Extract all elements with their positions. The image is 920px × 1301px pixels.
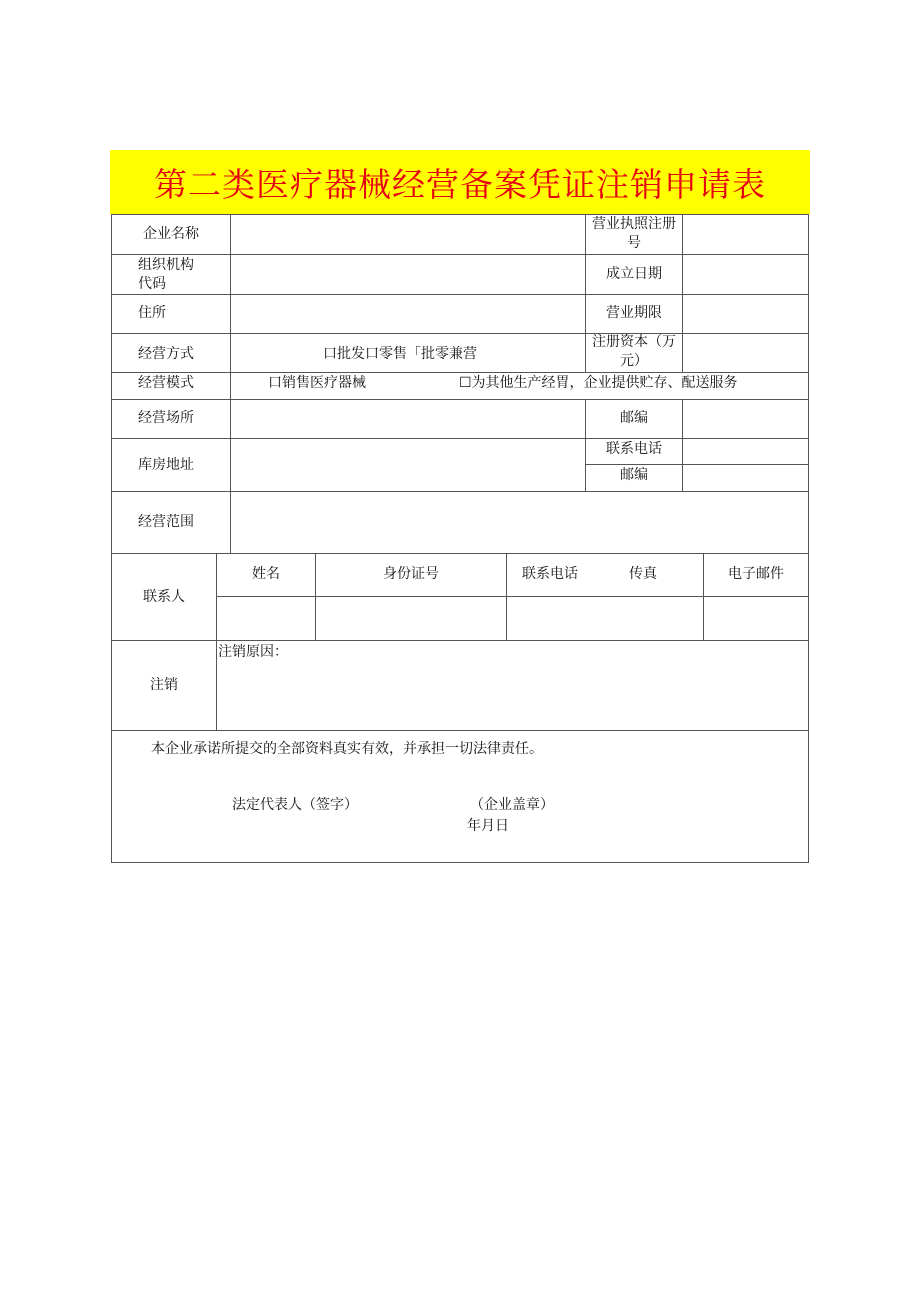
business-method-label: 经营方式: [138, 346, 194, 362]
row-divider: [216, 596, 809, 597]
business-mode-option-sales[interactable]: 口销售医疗器械: [268, 375, 366, 391]
row-divider: [111, 491, 809, 492]
premises-label: 经营场所: [138, 410, 194, 426]
table-border-left: [111, 214, 112, 863]
warehouse-postcode-label: 邮编: [620, 467, 648, 483]
reg-capital-label-line1: 注册资本（万: [592, 334, 676, 350]
column-divider: [682, 214, 683, 372]
column-divider: [230, 214, 231, 399]
established-date-label: 成立日期: [606, 266, 662, 282]
reg-no-label-line1: 营业执照注册: [592, 216, 676, 232]
company-seal: （企业盖章）: [470, 797, 554, 813]
signature-date: 年月日: [467, 818, 509, 834]
row-divider: [111, 333, 809, 334]
org-code-label-line1: 组织机构: [138, 257, 194, 273]
warehouse-address-label: 库房地址: [138, 457, 194, 473]
cancellation-reason-label: 注销原因：: [218, 644, 288, 660]
table-border-bottom: [111, 862, 809, 863]
contact-phone-label: 联系电话: [606, 441, 662, 457]
contact-header-email: 电子邮件: [728, 566, 784, 582]
column-divider: [506, 553, 507, 640]
row-divider: [111, 254, 809, 255]
address-label: 住所: [138, 305, 166, 321]
company-name-label: 企业名称: [143, 226, 199, 242]
column-divider: [682, 399, 683, 491]
row-divider: [111, 730, 809, 731]
business-term-label: 营业期限: [606, 305, 662, 321]
reg-no-label-line2: 号: [627, 235, 641, 251]
contact-header-name: 姓名: [252, 566, 280, 582]
org-code-label-line2: 代码: [138, 276, 166, 292]
row-divider: [111, 438, 809, 439]
postcode-label: 邮编: [620, 410, 648, 426]
contact-person-label: 联系人: [143, 589, 185, 605]
contact-header-fax: 传真: [629, 566, 657, 582]
form-title: 第二类医疗器械经营备案凭证注销申请表: [110, 150, 810, 214]
contact-header-phone: 联系电话: [522, 566, 578, 582]
legal-representative-signature: 法定代表人（签字）: [232, 797, 358, 813]
row-divider: [111, 294, 809, 295]
cancellation-label: 注销: [150, 677, 178, 693]
row-divider: [585, 464, 809, 465]
business-scope-label: 经营范围: [138, 514, 194, 530]
row-divider: [111, 399, 809, 400]
table-border-right: [808, 214, 809, 863]
business-mode-label: 经营模式: [138, 375, 194, 391]
declaration-statement: 本企业承诺所提交的全部资料真实有效，并承担一切法律责任。: [151, 741, 543, 757]
table-border-top: [111, 214, 809, 215]
reg-capital-label-line2: 元）: [620, 353, 648, 369]
contact-header-id-number: 身份证号: [383, 566, 439, 582]
business-method-options[interactable]: 口批发口零售「批零兼营: [323, 346, 477, 362]
row-divider: [111, 372, 809, 373]
business-mode-option-storage[interactable]: ☐为其他生产经胃，企业提供贮存、配送服务: [459, 375, 738, 391]
column-divider: [230, 399, 231, 553]
